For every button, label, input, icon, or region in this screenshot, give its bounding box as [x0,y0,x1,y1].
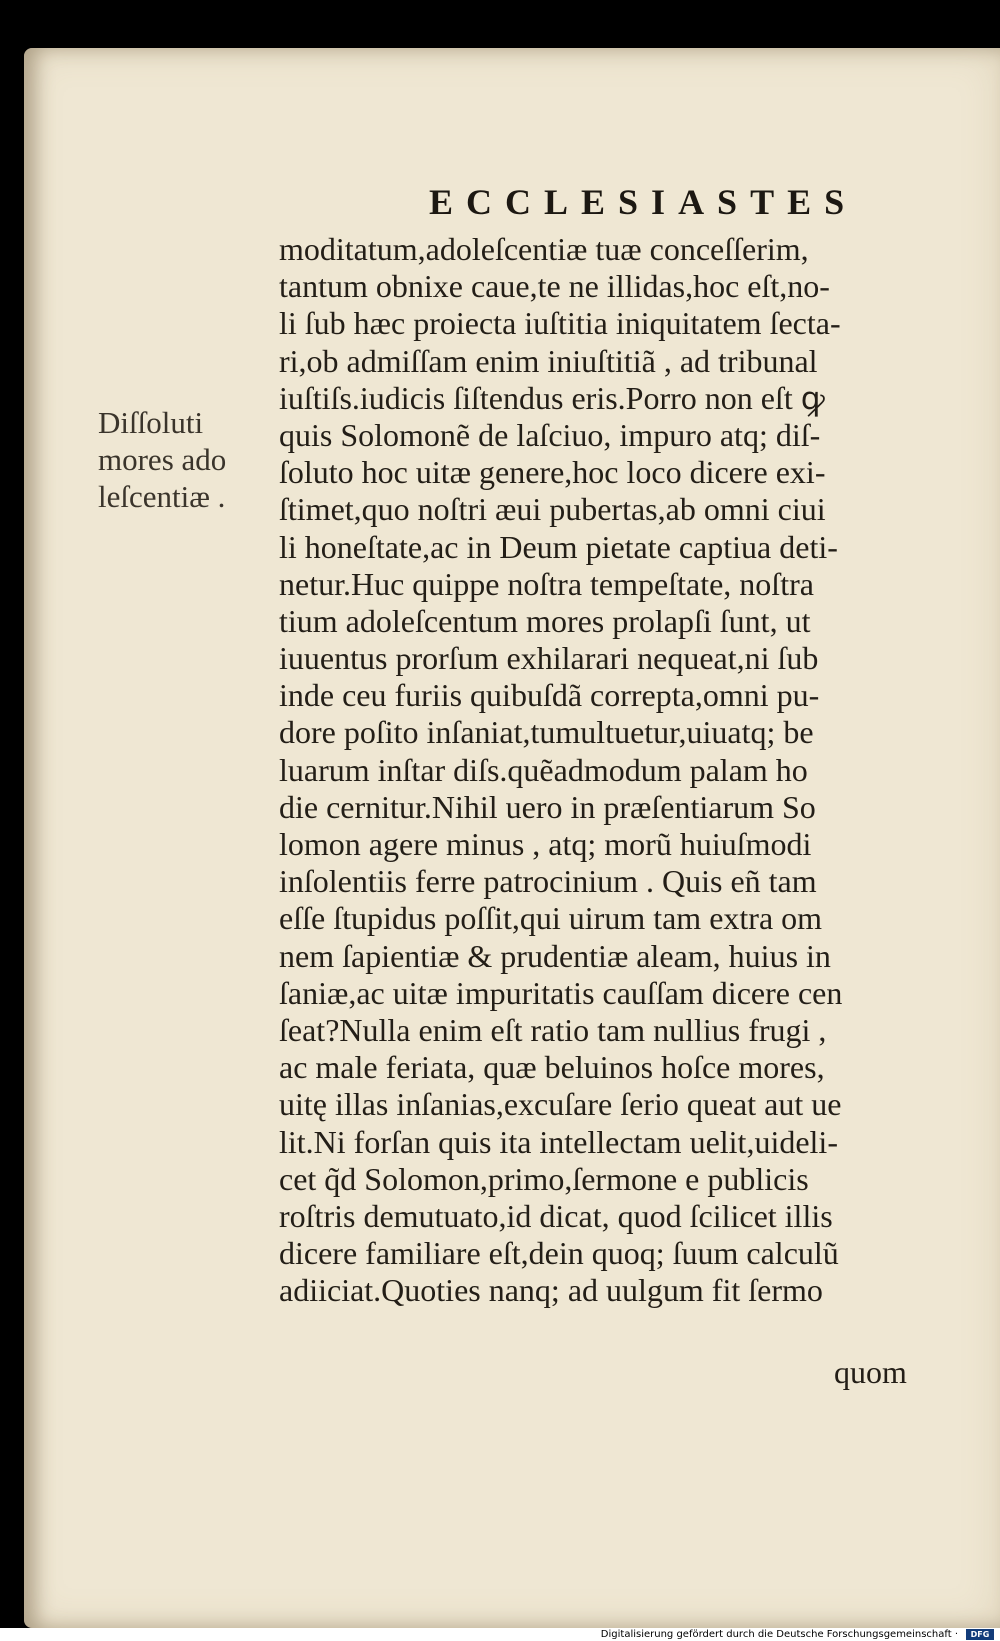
text-line: inde ceu furiis quibuſdã correpta,omni pu- [279,677,820,714]
dfg-logo: DFG [966,1629,994,1640]
marginal-note [98,404,273,515]
running-header: ECCLESIASTES [429,182,858,222]
text-line: nem ſapientiæ & prudentiæ aleam, huius in [279,937,831,974]
text-line: ri,ob admiſſam enim iniuſtitiã , ad tribunal [279,342,818,379]
text-line: adiiciat.Quoties nanq; ad uulgum fit ſermo [279,1272,823,1309]
body-text [279,231,951,1309]
text-line: lomon agere minus , atq; morũ huiuſmodi [279,826,812,862]
text-line: tium adoleſcentum mores prolapſi ſunt, ut [279,602,811,639]
text-line: li ſub hæc proiecta iuſtitia iniquitatem ſecta- [279,305,841,342]
text-line: roſtris demutuato,id dicat, quod ſcilicet illis [279,1197,833,1234]
text-line: tantum obnixe caue,te ne illidas,hoc eſt,no- [279,268,830,305]
marginal-note-line: mores ado [98,442,227,477]
text-line: ſaniæ,ac uitæ impuritatis cauſſam dicere cen [279,974,843,1011]
text-line: li honeſtate,ac in Deum pietate captiua deti- [279,528,838,565]
marginal-note-line: Diſſoluti [98,405,204,440]
text-line: lit.Ni forſan quis ita intellectam uelit,uideli- [279,1123,838,1160]
text-line: luarum inſtar diſs.quẽadmodum palam ho [279,751,808,788]
marginal-note-line: leſcentiæ . [98,479,226,514]
text-line: ac male feriata, quæ beluinos hoſce mores, [279,1049,825,1086]
text-line: ſeat?Nulla enim eſt ratio tam nullius frugi , [279,1011,827,1048]
book-page [24,48,1000,1628]
text-line: quis Solomonẽ de laſciuo, impuro atq; diſ- [279,416,821,453]
text-line: dicere familiare eſt,dein quoq; ſuum calculũ [279,1235,839,1272]
text-line: inſolentiis ferre patrocinium . Quis eñ tam [279,863,817,900]
funding-credit: Digitalisierung gefördert durch die Deutsche Forschungsgemeinschaft · [600,1629,958,1640]
catchword: quom [834,1354,907,1390]
text-line: iuſtiſs.iudicis ſiſtendus eris.Porro non eſt ꝙ [279,379,825,416]
text-line: netur.Huc quippe noſtra tempeſtate, noſtra [279,565,814,602]
text-line: ſoluto hoc uitæ genere,hoc loco dicere exi- [279,454,826,491]
text-line: moditatum,adoleſcentiæ tuæ conceſſerim, [279,231,809,267]
text-line: die cernitur.Nihil uero in præſentiarum So [279,788,816,825]
text-line: dore poſito inſaniat,tumultuetur,uiuatq; be [279,714,814,751]
digitization-footer [0,1628,1000,1641]
text-line: ſtimet,quo noſtri æui pubertas,ab omni ciui [279,491,826,528]
text-line: cet q̃d Solomon,primo,ſermone e publicis [279,1160,809,1197]
text-line: eſſe ſtupidus poſſit,qui uirum tam extra om [279,900,823,937]
text-line: uitę illas inſanias,excuſare ſerio queat aut ue [279,1086,842,1123]
text-line: iuuentus prorſum exhilarari nequeat,ni ſub [279,640,819,677]
